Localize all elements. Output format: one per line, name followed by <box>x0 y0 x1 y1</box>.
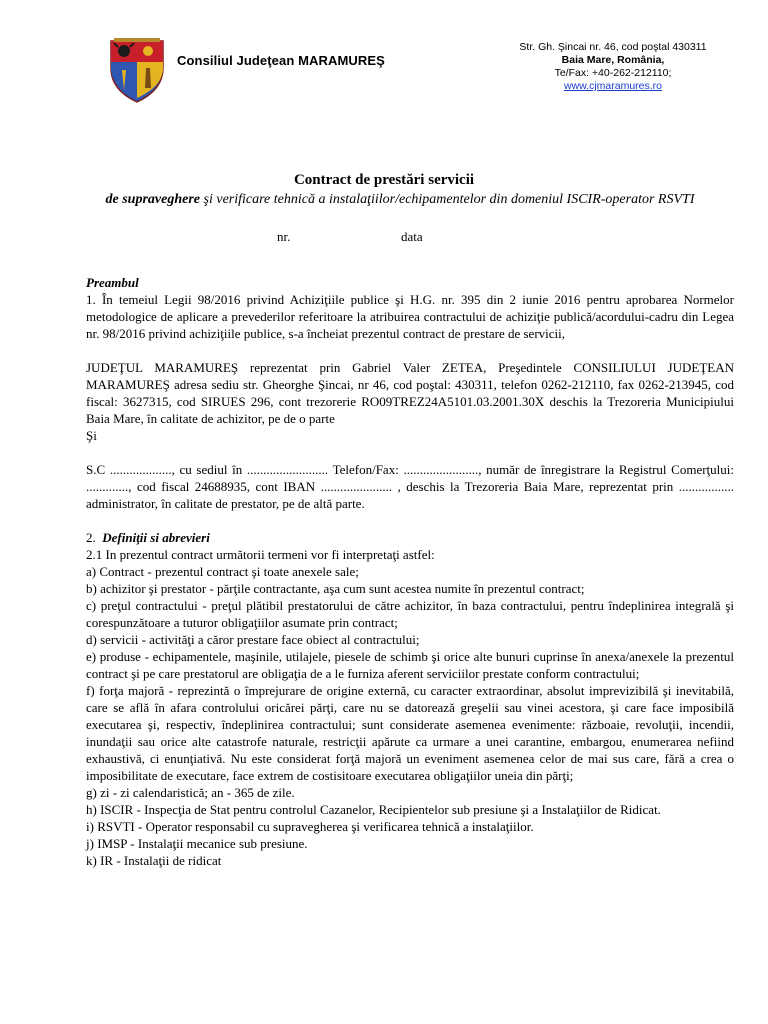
preambul-heading: Preambul <box>86 275 139 290</box>
list-item: b) achizitor şi prestator - părţile contractante, aşa cum sunt acestea numite în prezentul contract; <box>86 581 585 596</box>
contract-body <box>86 274 734 869</box>
address-city: Baia Mare, România, <box>561 54 665 66</box>
address-block <box>488 41 738 93</box>
list-item: f) forţa majoră - reprezintă o împrejurare de origine externă, cu caracter extraordinar, absolut imprevizibilă şi inevitabilă, care se află în afara controlului oricărei părţi, care nu se datorează greşelii sau vinei acestora, şi care face imposibilă executarea şi, respectiv, îndeplinirea contractului; sunt considerate asemenea evenimente: războaie, revoluţii, incendii, inundaţii sau orice alte catastrofe naturale, restricţii apărute ca urmare a unei carantine, embargou, enumerarea nefiind exhaustivă, ci enunţiativă. Nu este considerat forţă majoră un eveniment asemenea celor de mai sus care, fără a crea o imposibilitate de executare, face extrem de costisitoare executarea obligaţiilor uneia din părţi; <box>86 683 734 783</box>
preambul-paragraph-prestator: S.C ..................., cu sediul în ......................... Telefon/Fax: ......................., număr de înregistrare la Registrul Comerţului: ............., cod fiscal 24688935, cont IBAN ...................... , deschis la Trezoreria Baia Mare, reprezentat prin ................. administrator, în calitate de prestator, pe de altă parte. <box>86 462 734 511</box>
subtitle-rest: şi verificare tehnică a instalaţiilor/echipamentelor din domeniul ISCIR-operator RSVTI <box>200 192 695 207</box>
list-item: h) ISCIR - Inspecţia de Stat pentru controlul Cazanelor, Recipientelor sub presiune şi a Instalaţiilor de Ridicat. <box>86 802 661 817</box>
preambul-paragraph-1: 1. În temeiul Legii 98/2016 privind Achiziţiile publice şi H.G. nr. 395 din 2 iunie 2016 pentru aprobarea Normelor metodologice de aplicare a prevederilor referitoare la atribuirea contractului de achiziţie publică/acordului-cadru din Legea nr. 98/2016 privind achiziţiile publice, s-a încheiat prezentul contract de prestare de servicii, <box>86 292 734 341</box>
definitii-number: 2. <box>86 530 96 545</box>
coat-of-arms-logo <box>108 38 166 104</box>
list-item: a) Contract - prezentul contract şi toate anexele sale; <box>86 564 359 579</box>
list-item: e) produse - echipamentele, maşinile, utilajele, piesele de schimb şi orice alte bunuri cuprinse în anexa/anexele la prezentul contract şi pe care prestatorul are obligaţia de a le furniza aferent serviciilor prestate conform contractului; <box>86 649 734 681</box>
data-label: data <box>401 229 423 244</box>
subtitle-bold-part: de supraveghere <box>105 192 201 207</box>
definitii-heading: Definiţii si abrevieri <box>102 530 210 545</box>
address-phone: Te/Fax: +40-262-212110; <box>554 67 672 79</box>
definitii-intro: 2.1 In prezentul contract următorii termeni vor fi interpretaţi astfel: <box>86 547 435 562</box>
list-item: g) zi - zi calendaristică; an - 365 de zile. <box>86 785 295 800</box>
address-street: Str. Gh. Şincai nr. 46, cod poştal 430311 <box>519 41 707 53</box>
nr-label: nr. <box>277 229 291 244</box>
list-item: j) IMSP - Instalaţii mecanice sub presiune. <box>86 836 308 851</box>
contract-subtitle <box>90 191 710 209</box>
organization-name: Consiliul Judeţean MARAMUREŞ <box>177 53 385 68</box>
list-item: i) RSVTI - Operator responsabil cu supravegherea şi verificarea tehnică a instalaţiilor. <box>86 819 534 834</box>
list-item: d) servicii - activităţi a căror prestare face obiect al contractului; <box>86 632 420 647</box>
contract-title: Contract de prestări servicii <box>293 172 475 188</box>
preambul-paragraph-achizitor: JUDEŢUL MARAMUREŞ reprezentat prin Gabriel Valer ZETEA, Preşedintele CONSILIULUI JUDEŢEAN MARAMUREŞ adresa sediu str. Gheorghe Şincai, nr 46, cod poştal: 430311, telefon 0262-212110, fax 0262-213945, cod fiscal: 3627315, cod SIRUES 296, cont trezorerie RO09TREZ24A5101.03.2001.30X deschis la Trezoreria Municipiului Baia Mare, în calitate de achizitor, pe de o parte <box>86 360 734 426</box>
preambul-si: Şi <box>86 428 97 443</box>
website-link[interactable]: www.cjmaramures.ro <box>563 80 663 92</box>
list-item: k) IR - Instalaţii de ridicat <box>86 853 222 868</box>
definitii-heading-line <box>86 529 734 546</box>
list-item: c) preţul contractului - preţul plătibil prestatorului de către achizitor, în baza contractului, pentru îndeplinirea integrală şi corespunzătoare a tuturor obligaţiilor asumate prin contract; <box>86 598 734 630</box>
